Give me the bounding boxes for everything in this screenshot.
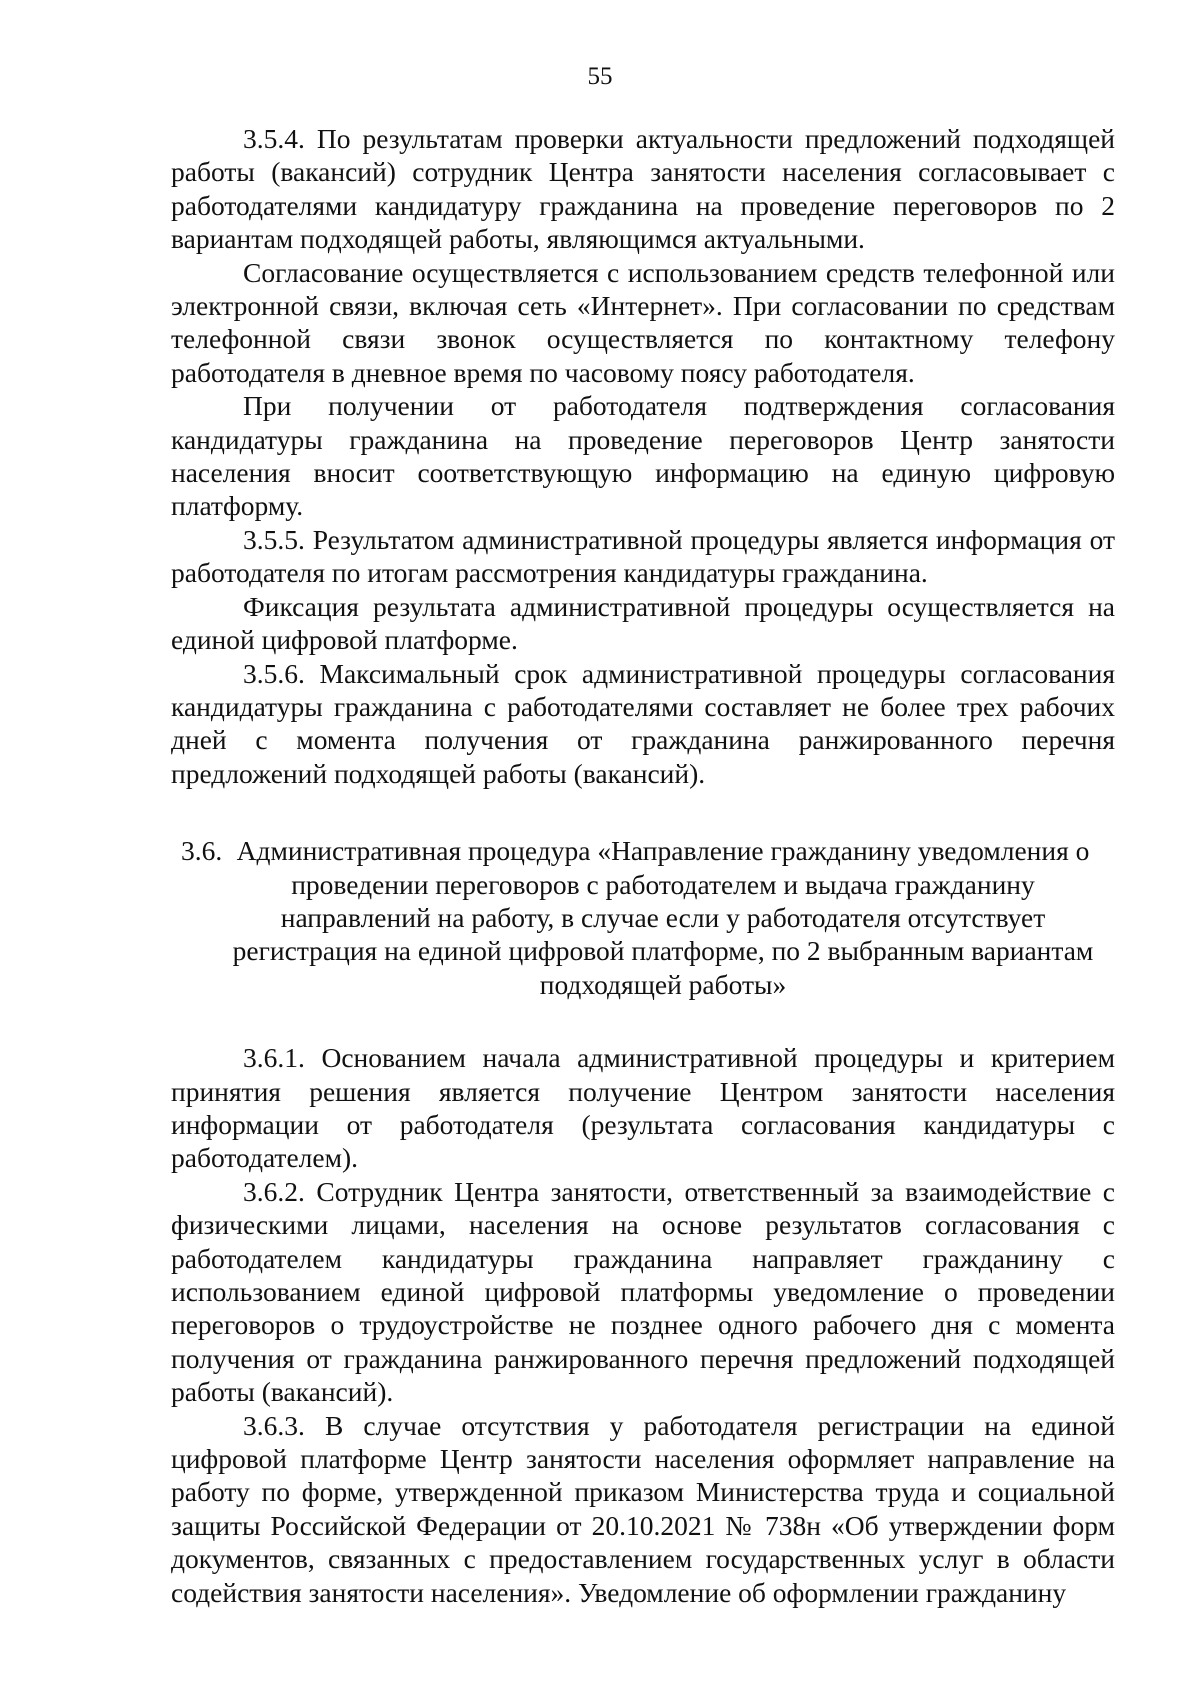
paragraph-3-6-2: 3.6.2. Сотрудник Центра занятости, ответственный за взаимодействие с физическими лицами, населения на основе результатов согласования с работодателем кандидатуры гражданина направляет гражданину с использованием единой цифровой платформы уведомление о проведении переговоров о трудоустройстве не позднее одного рабочего дня с момента получения от гражданина ранжированного перечня предложений подходящей работы (вакансий). xyxy=(171,1175,1115,1408)
section-number: 3.6. xyxy=(181,835,223,867)
paragraph-3-5-5: 3.5.5. Результатом административной процедуры является информация от работодателя по итогам рассмотрения кандидатуры гражданина. xyxy=(171,523,1115,589)
paragraph-3-6-3: 3.6.3. В случае отсутствия у работодателя регистрации на единой цифровой платформе Центр занятости населения оформляет направление на работу по форме, утвержденной приказом Министерства труда и социальной защиты Российской Федерации от 20.10.2021 № 738н «Об утверждении форм документов, связанных с предоставлением государственных услуг в области содействия занятости населения». Уведомление об оформлении гражданину xyxy=(171,1409,1115,1608)
paragraph-agreement-method: Согласование осуществляется с использованием средств телефонной или электронной связи, включая сеть «Интернет». При согласовании по средствам телефонной связи звонок осуществляется по контактному телефону работодателя в дневное время по часовому поясу работодателя. xyxy=(171,256,1115,388)
section-heading-3-6 xyxy=(171,834,1115,1001)
paragraph-result-fixation: Фиксация результата административной процедуры осуществляется на единой цифровой платформе. xyxy=(171,590,1115,656)
section-title: Административная процедура «Направление гражданину уведомления о проведении переговоров с работодателем и выдача гражданину направлений на работу, в случае если у работодателя отсутствует регистрация на единой цифровой платформе, по 2 выбранным вариантам подходящей работы» xyxy=(232,835,1094,1000)
page-number: 55 xyxy=(587,63,613,90)
paragraph-3-6-1: 3.6.1. Основанием начала административной процедуры и критерием принятия решения является получение Центром занятости населения информации от работодателя (результата согласования кандидатуры с работодателем). xyxy=(171,1042,1115,1174)
paragraph-3-5-6: 3.5.6. Максимальный срок административной процедуры согласования кандидатуры гражданина с работодателями составляет не более трех рабочих дней с момента получения от гражданина ранжированного перечня предложений подходящей работы (вакансий). xyxy=(171,657,1115,789)
paragraph-confirmation: При получении от работодателя подтверждения согласования кандидатуры гражданина на проведение переговоров Центр занятости населения вносит соответствующую информацию на единую цифровую платформу. xyxy=(171,390,1115,522)
document-body xyxy=(171,122,1115,1609)
paragraph-3-5-4: 3.5.4. По результатам проверки актуальности предложений подходящей работы (вакансий) сотрудник Центра занятости населения согласовывает с работодателями кандидатуру гражданина на проведение переговоров по 2 вариантам подходящей работы, являющимся актуальными. xyxy=(171,123,1115,255)
